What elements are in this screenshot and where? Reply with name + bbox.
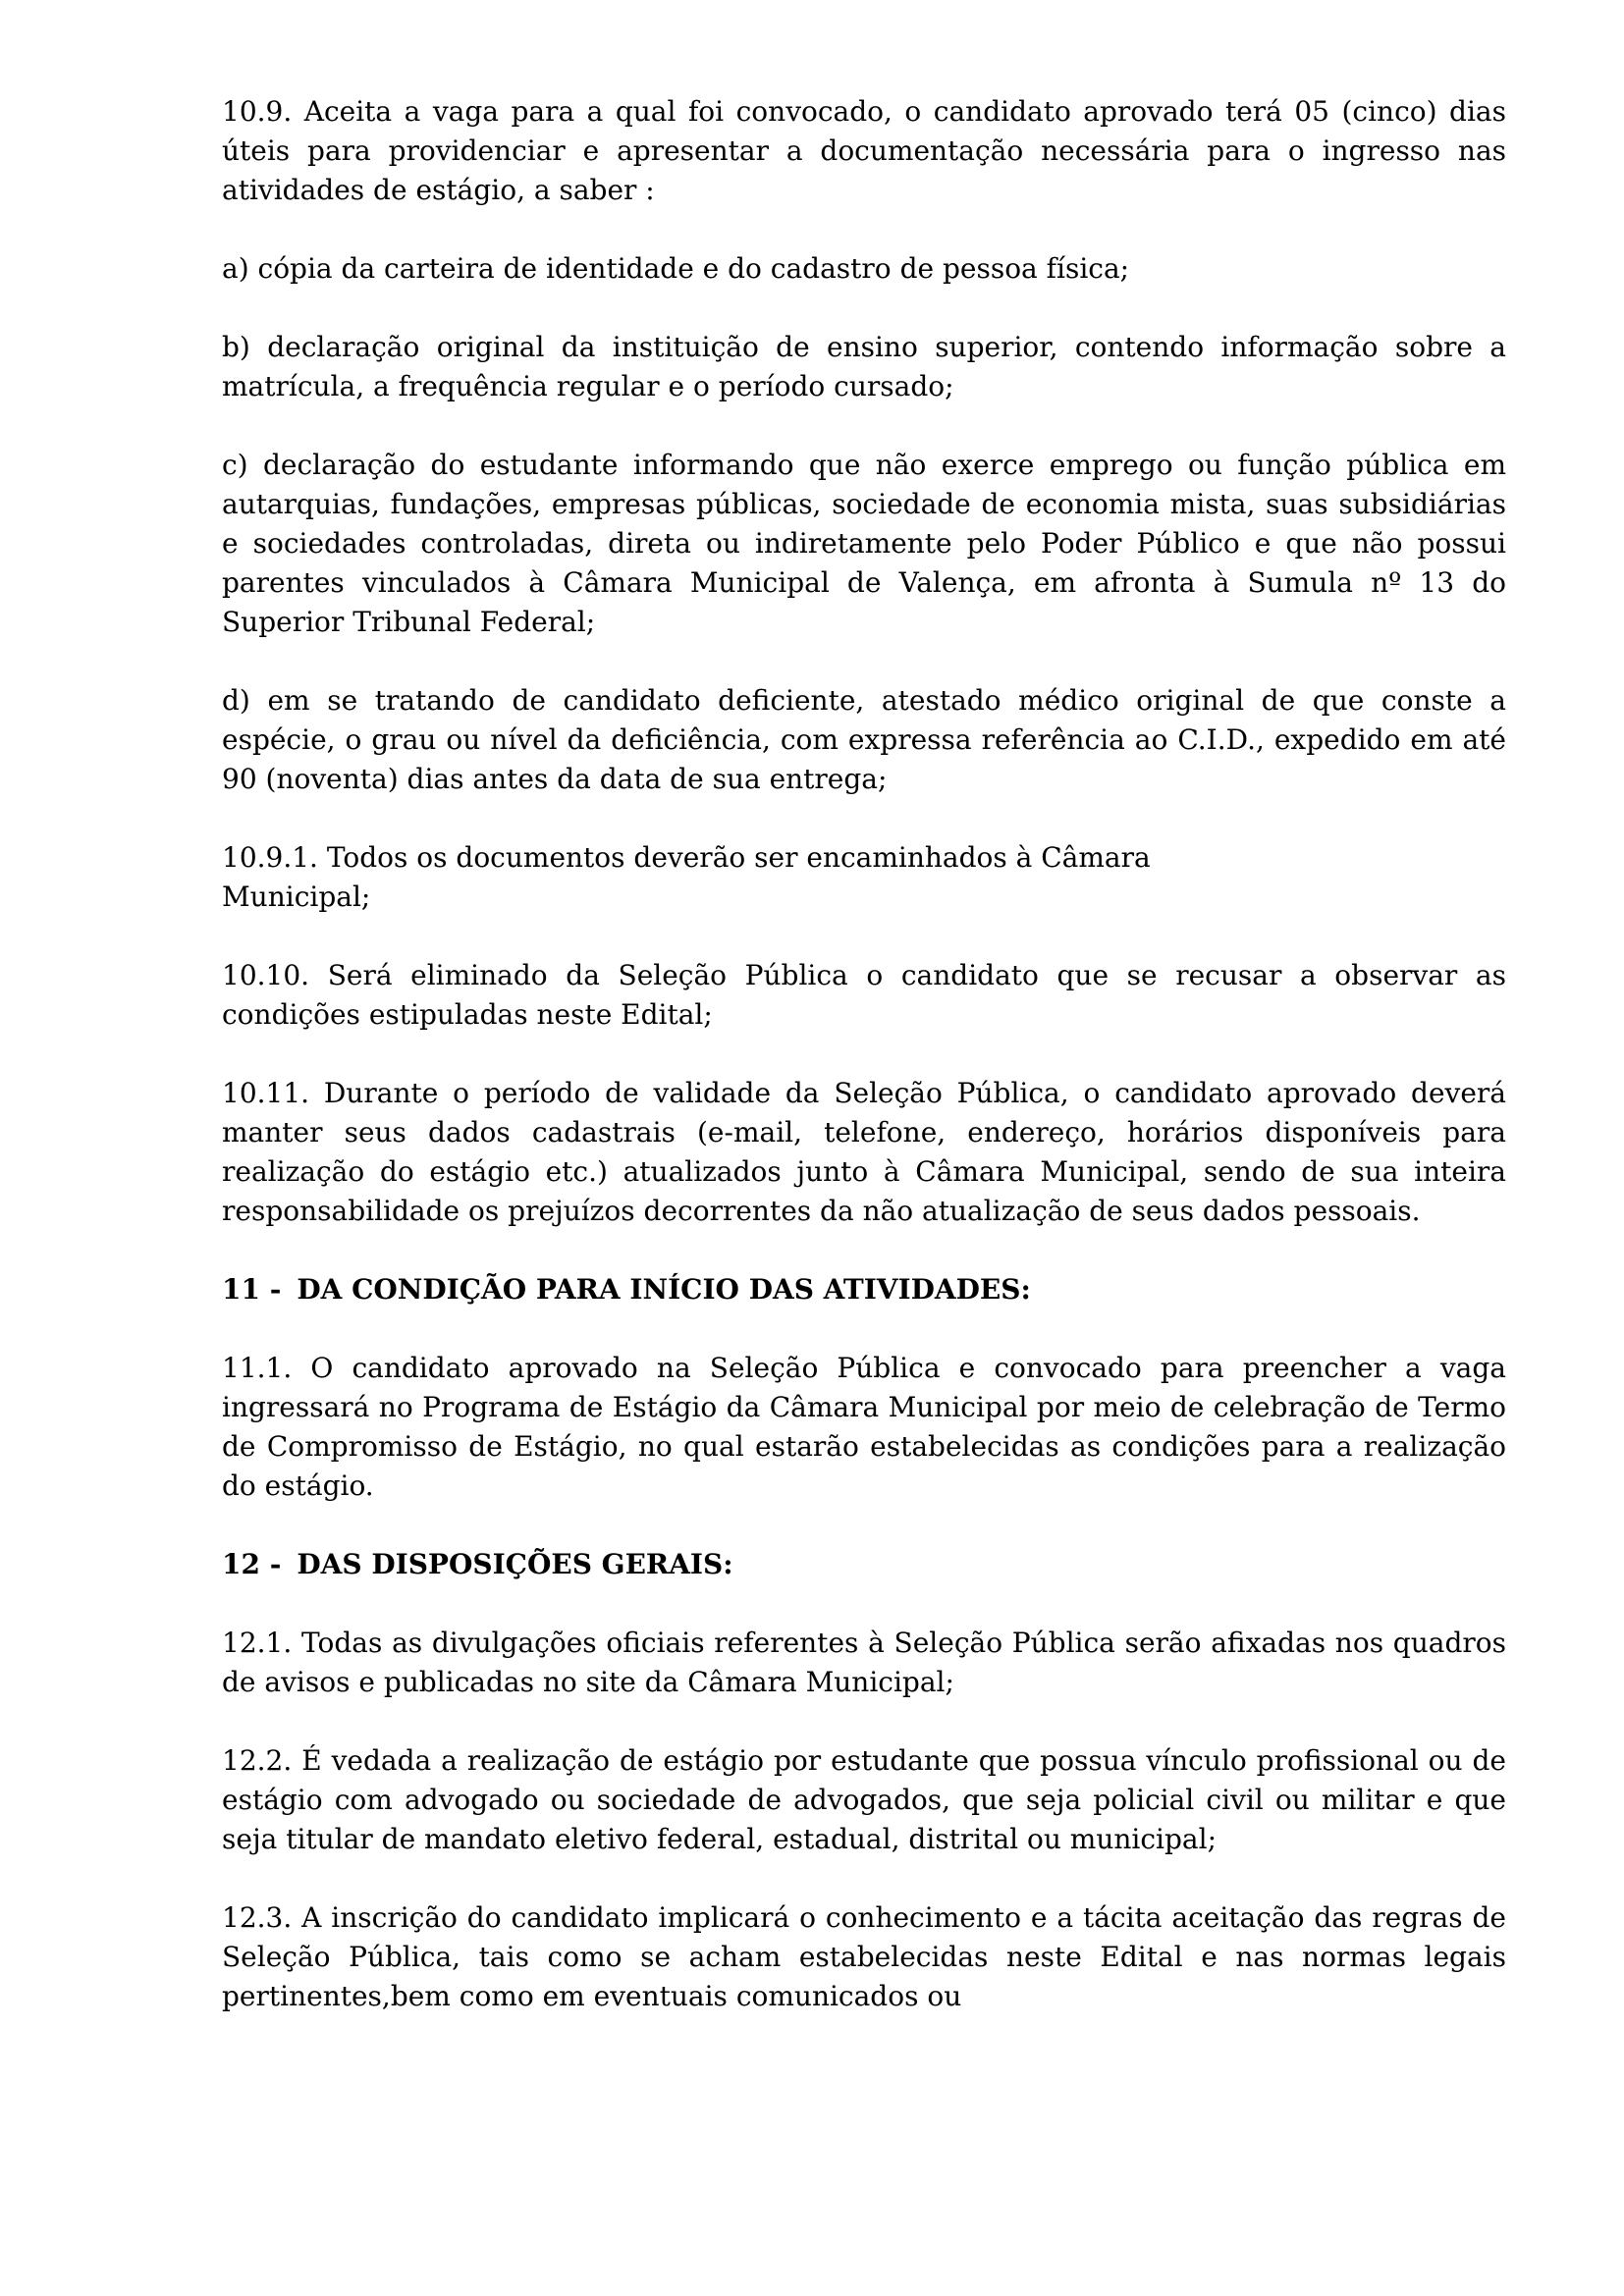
section-heading-12-label: DAS DISPOSIÇÕES GERAIS: (297, 1548, 733, 1580)
paragraph-item-b: b) declaração original da instituição de ensino superior, contendo informação sobre a matrícula, a frequência regular e o período cursado; (222, 331, 1506, 402)
section-heading-12 (222, 1545, 1506, 1584)
paragraph-12-3: 12.3. A inscrição do candidato implicará o conhecimento e a tácita aceitação das regras de Seleção Pública, tais como se acham estabelecidas neste Edital e nas normas legais pertinentes,bem como em eventuais comunicados ou (222, 1901, 1506, 2012)
paragraph-11-1: 11.1. O candidato aprovado na Seleção Pública e convocado para preencher a vaga ingressará no Programa de Estágio da Câmara Municipal por meio de celebração de Termo de Compromisso de Estágio, no qual estarão estabelecidas as condições para a realização do estágio. (222, 1352, 1506, 1502)
paragraph-10-11: 10.11. Durante o período de validade da Seleção Pública, o candidato aprovado deverá manter seus dados cadastrais (e-mail, telefone, endereço, horários disponíveis para realização do estágio etc.) atualizados junto à Câmara Municipal, sendo de sua inteira responsabilidade os prejuízos decorrentes da não atualização de seus dados pessoais. (222, 1077, 1506, 1227)
paragraph-item-c: c) declaração do estudante informando que não exerce emprego ou função pública em autarquias, fundações, empresas públicas, sociedade de economia mista, suas subsidiárias e sociedades controladas, direta ou indiretamente pelo Poder Público e que não possui parentes vinculados à Câmara Municipal de Valença, em afronta à Sumula nº 13 do Superior Tribunal Federal; (222, 449, 1506, 638)
paragraph-10-10: 10.10. Será eliminado da Seleção Pública o candidato que se recusar a observar as condições estipuladas neste Edital; (222, 959, 1506, 1031)
paragraph-item-a: a) cópia da carteira de identidade e do cadastro de pessoa física; (222, 252, 1130, 285)
section-heading-11-number: 11 - (222, 1273, 282, 1306)
section-heading-11 (222, 1270, 1506, 1309)
section-heading-11-label: DA CONDIÇÃO PARA INÍCIO DAS ATIVIDADES: (297, 1273, 1031, 1306)
paragraph-10-9: 10.9. Aceita a vaga para a qual foi convocado, o candidato aprovado terá 05 (cinco) dias úteis para providenciar e apresentar a documentação necessária para o ingresso nas atividades de estágio, a saber : (222, 95, 1506, 206)
paragraph-10-9-1-line-2: Municipal; (222, 881, 371, 913)
section-heading-12-number: 12 - (222, 1548, 282, 1580)
paragraph-12-1: 12.1. Todas as divulgações oficiais referentes à Seleção Pública serão afixadas nos quadros de avisos e publicadas no site da Câmara Municipal; (222, 1627, 1506, 1698)
paragraph-10-9-1 (222, 838, 1506, 917)
edital-text-body (222, 92, 1506, 2056)
paragraph-12-2: 12.2. É vedada a realização de estágio por estudante que possua vínculo profissional ou de estágio com advogado ou sociedade de advogados, que seja policial civil ou militar e que seja titular de mandato eletivo federal, estadual, distrital ou municipal; (222, 1744, 1506, 1855)
paragraph-10-9-1-line-1: 10.9.1. Todos os documentos deverão ser encaminhados à Câmara (222, 841, 1151, 874)
paragraph-item-d: d) em se tratando de candidato deficiente, atestado médico original de que conste a espécie, o grau ou nível da deficiência, com expressa referência ao C.I.D., expedido em até 90 (noventa) dias antes da data de sua entrega; (222, 684, 1506, 795)
